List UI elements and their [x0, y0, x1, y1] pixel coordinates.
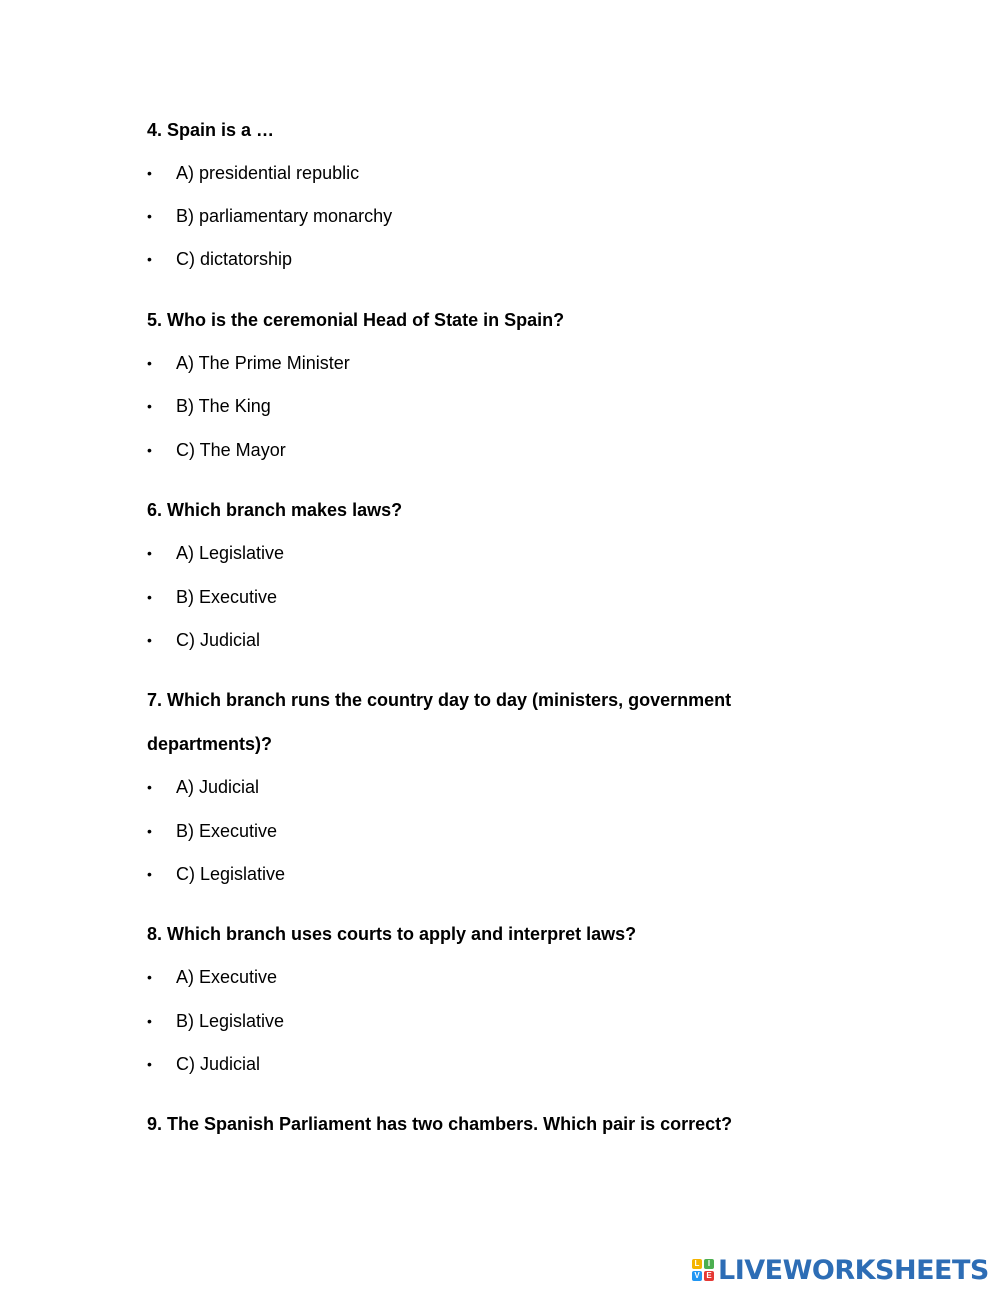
question-5: 5. Who is the ceremonial Head of State in Spain? — [147, 310, 565, 330]
option-8c[interactable] — [147, 1053, 260, 1075]
question-9: 9. The Spanish Parliament has two chambers. Which pair is correct? — [147, 1114, 733, 1134]
option-label: A) presidential republic — [176, 163, 360, 183]
option-label: C) The Mayor — [176, 440, 286, 460]
logo-mark-tile: I — [704, 1259, 714, 1269]
option-5c[interactable] — [147, 439, 286, 461]
option-label: C) Legislative — [176, 864, 286, 884]
option-4a[interactable] — [147, 162, 359, 184]
question-6: 6. Which branch makes laws? — [147, 500, 403, 520]
logo-mark-tile: L — [692, 1259, 702, 1269]
bullet: • — [147, 355, 152, 371]
option-label: A) Executive — [176, 967, 278, 987]
question-8: 8. Which branch uses courts to apply and interpret laws? — [147, 924, 637, 944]
option-6b[interactable] — [147, 586, 277, 608]
option-label: C) dictatorship — [176, 249, 293, 269]
option-label: B) The King — [176, 396, 271, 416]
option-5b[interactable] — [147, 395, 271, 417]
option-label: B) parliamentary monarchy — [176, 206, 393, 226]
option-6a[interactable] — [147, 542, 284, 564]
question-4: 4. Spain is a … — [147, 120, 275, 140]
option-label: B) Legislative — [176, 1011, 285, 1031]
bullet: • — [147, 969, 152, 985]
bullet: • — [147, 545, 152, 561]
question-7: 7. Which branch runs the country day to day (ministers, government departments)? — [147, 690, 732, 754]
option-4c[interactable] — [147, 248, 292, 270]
option-label: B) Executive — [176, 821, 278, 841]
bullet: • — [147, 632, 152, 648]
bullet: • — [147, 1056, 152, 1072]
option-label: C) Judicial — [176, 1054, 261, 1074]
option-5a[interactable] — [147, 352, 350, 374]
option-label: A) Legislative — [176, 543, 285, 563]
option-7a[interactable] — [147, 776, 259, 798]
option-8a[interactable] — [147, 966, 277, 988]
option-label: C) Judicial — [176, 630, 261, 650]
bullet: • — [147, 1013, 152, 1029]
bullet: • — [147, 866, 152, 882]
option-4b[interactable] — [147, 205, 392, 227]
bullet: • — [147, 398, 152, 414]
option-8b[interactable] — [147, 1010, 284, 1032]
bullet: • — [147, 779, 152, 795]
logo-mark-icon — [692, 1259, 714, 1281]
option-7c[interactable] — [147, 863, 285, 885]
logo-mark-tile: E — [704, 1271, 714, 1281]
bullet: • — [147, 251, 152, 267]
option-label: B) Executive — [176, 587, 278, 607]
logo-text: LIVEWORKSHEETS — [718, 1254, 989, 1286]
option-6c[interactable] — [147, 629, 260, 651]
bullet: • — [147, 589, 152, 605]
liveworksheets-logo — [692, 1255, 989, 1285]
logo-mark-tile: V — [692, 1271, 702, 1281]
bullet: • — [147, 208, 152, 224]
bullet: • — [147, 823, 152, 839]
option-label: A) The Prime Minister — [176, 353, 350, 373]
bullet: • — [147, 165, 152, 181]
bullet: • — [147, 442, 152, 458]
option-label: A) Judicial — [176, 777, 260, 797]
option-7b[interactable] — [147, 820, 277, 842]
